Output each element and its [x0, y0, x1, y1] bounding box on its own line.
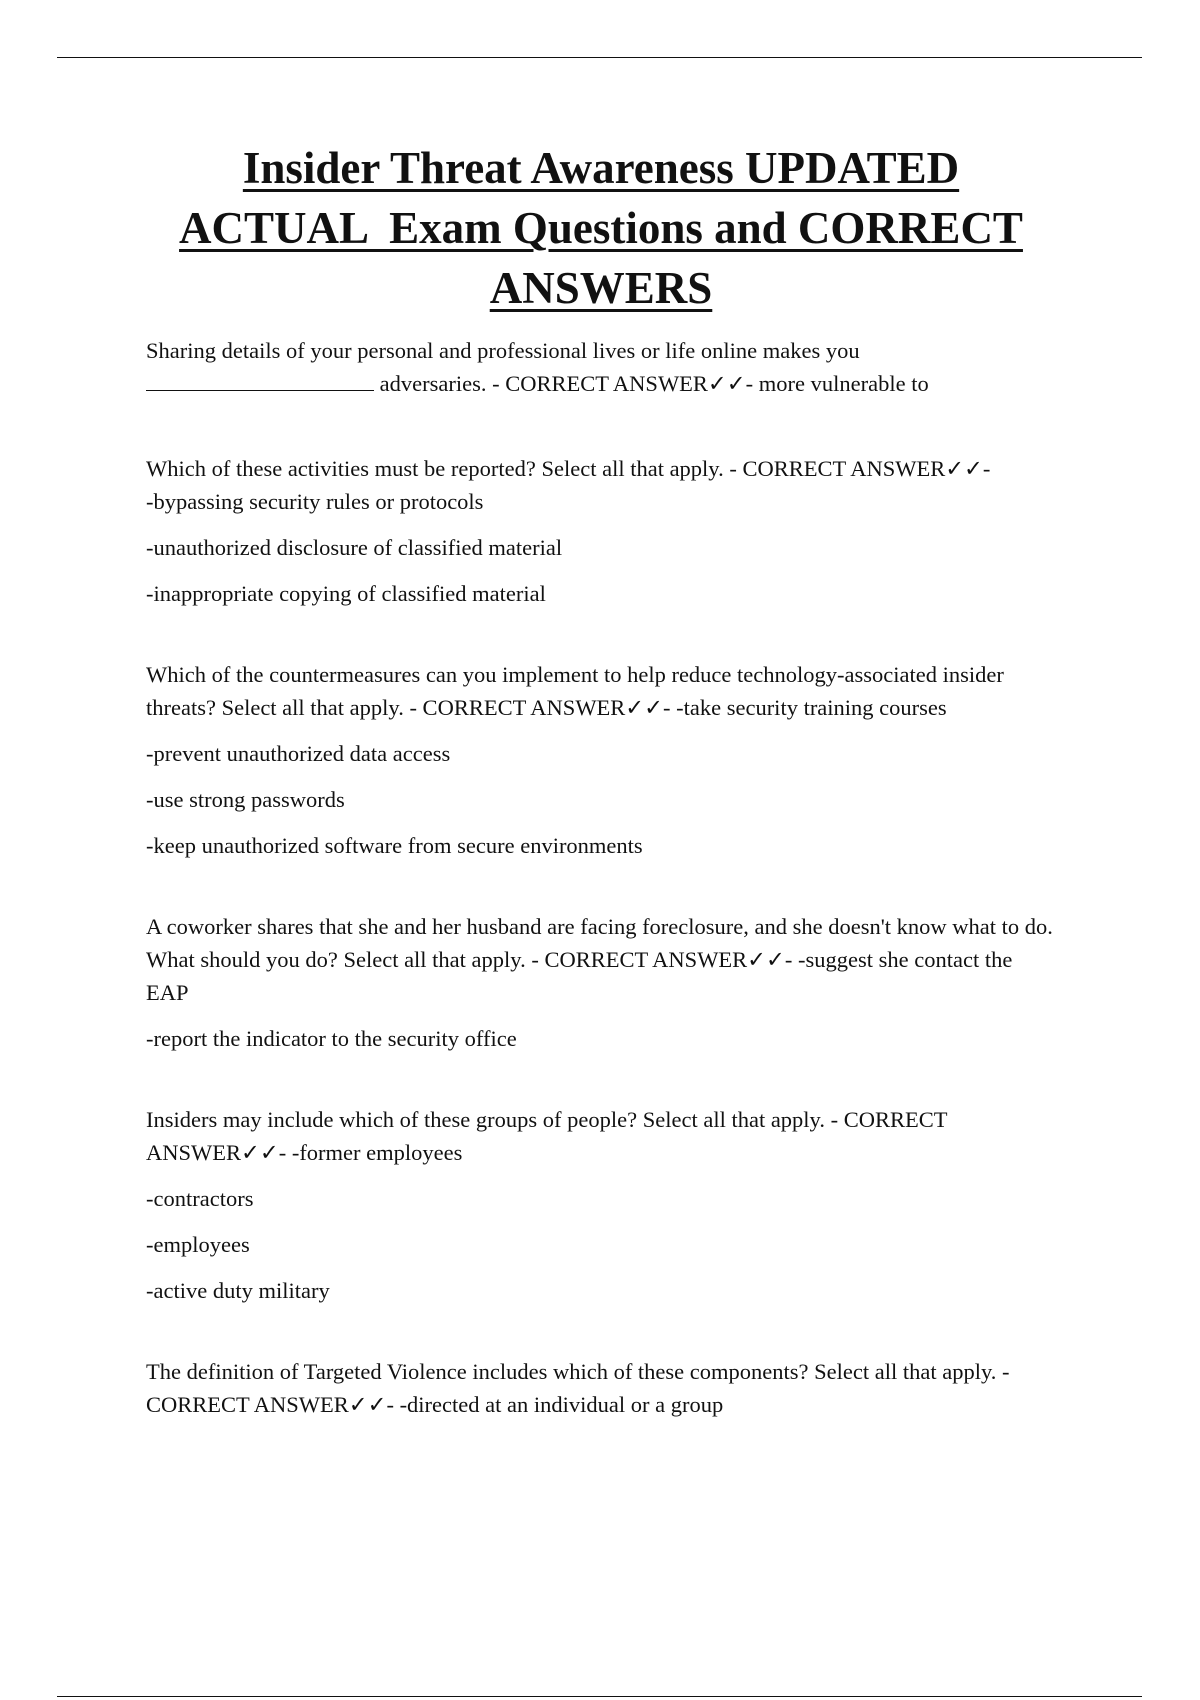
- answer-item: -unauthorized disclosure of classified material: [146, 535, 563, 560]
- answer-item: -use strong passwords: [146, 787, 345, 812]
- qa-item-3: [146, 658, 1056, 862]
- answer-item: -contractors: [146, 1186, 254, 1211]
- document-body: [146, 138, 1056, 1421]
- qa-item-2: [146, 452, 1056, 610]
- answer-item: -report the indicator to the security office: [146, 1026, 517, 1051]
- question-text: [146, 334, 1056, 400]
- qa-item-1: [146, 334, 1056, 400]
- answer-item: -inappropriate copying of classified material: [146, 581, 546, 606]
- question-text: Which of the countermeasures can you implement to help reduce technology-associated insider threats? Select all that apply. - CORRECT ANSWER✓✓- -take security training courses: [146, 662, 1004, 720]
- question-line: Sharing details of your personal and professional lives or life online makes you: [146, 338, 860, 363]
- qa-item-4: [146, 910, 1056, 1055]
- qa-item-5: [146, 1103, 1056, 1307]
- question-text: A coworker shares that she and her husband are facing foreclosure, and she doesn't know what to do. What should you do? Select all that apply. - CORRECT ANSWER✓✓- -suggest she contact the EAP: [146, 914, 1053, 1005]
- question-line: adversaries. - CORRECT ANSWER✓✓- more vulnerable to: [374, 371, 929, 396]
- answer-item: -employees: [146, 1232, 250, 1257]
- header-rule: [57, 57, 1142, 58]
- answer-item: -bypassing security rules or protocols: [146, 489, 484, 514]
- footer-rule: [57, 1696, 1142, 1697]
- title-line-2: ACTUAL Exam Questions and CORRECT: [179, 203, 1023, 253]
- title-line-3: ANSWERS: [489, 263, 713, 313]
- question-line: Which of these activities must be reported? Select all that apply. - CORRECT ANSWER✓✓-: [146, 456, 991, 481]
- question-text: Insiders may include which of these groups of people? Select all that apply. - CORRECT ANSWER✓✓- -former employees: [146, 1107, 948, 1165]
- question-text: [146, 452, 1056, 518]
- title-line-1: Insider Threat Awareness UPDATED: [242, 143, 960, 193]
- fill-in-blank: [146, 370, 374, 391]
- question-text: The definition of Targeted Violence includes which of these components? Select all that apply. - CORRECT ANSWER✓✓- -directed at an individual or a group: [146, 1359, 1010, 1417]
- answer-item: -prevent unauthorized data access: [146, 741, 451, 766]
- document-title: [146, 138, 1056, 318]
- qa-item-6: [146, 1355, 1056, 1421]
- answer-item: -keep unauthorized software from secure environments: [146, 833, 643, 858]
- answer-item: -active duty military: [146, 1278, 330, 1303]
